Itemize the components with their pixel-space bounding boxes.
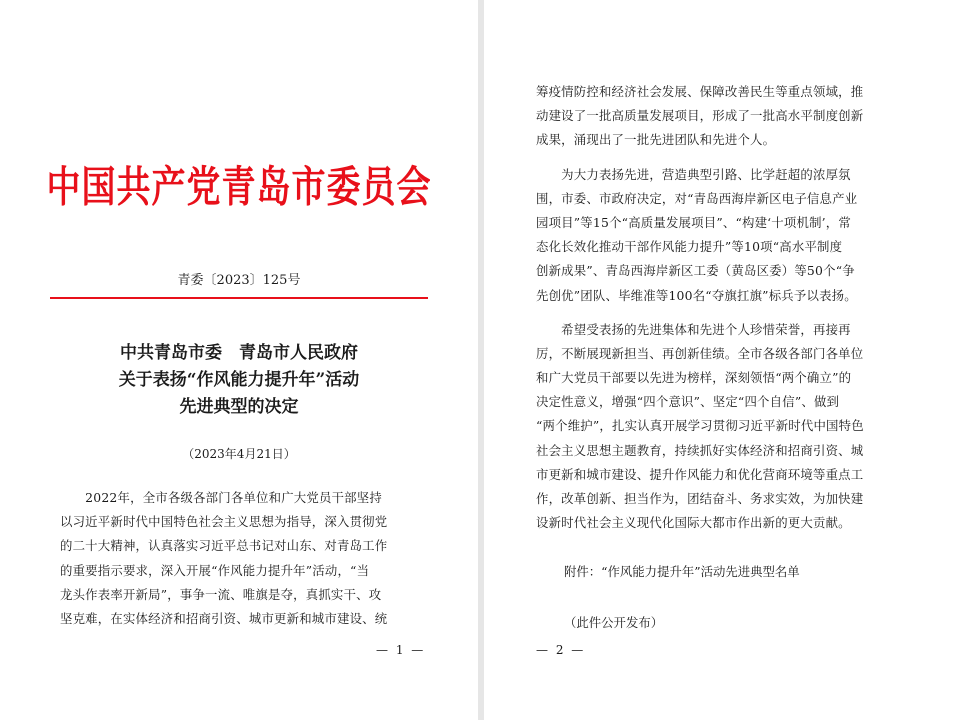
body-line: 态化长效化推动干部作风能力提升”等10项“高水平制度 (536, 239, 843, 255)
body-line: 成果，涌现出了一批先进团队和先进个人。 (536, 132, 776, 148)
body-line: 和广大党员干部要以先进为榜样，深刻领悟“两个确立”的 (536, 370, 852, 386)
body-line: 园项目”等15个“高质量发展项目”、“构建‘十项机制’，常 (536, 214, 851, 230)
body-line: 创新成果”、青岛西海岸新区工委（黄岛区委）等50个“争 (536, 263, 855, 279)
document-page-1 (0, 0, 478, 720)
attachment-line: 附件：“作风能力提升年”活动先进典型名单 (564, 564, 800, 579)
paragraph-gap (536, 153, 918, 163)
body-line: 社会主义思想主题教育，持续抓好实体经济和招商引资、城 (536, 442, 864, 458)
document-number: 青委〔2023〕125号 (177, 273, 301, 288)
body-line: 以习近平新时代中国特色社会主义思想为指导，深入贯彻党 (60, 514, 388, 530)
body-line: 市更新和城市建设、提升作风能力和优化营商环境等重点工 (536, 466, 864, 482)
body-line: 2022年，全市各级各部门各单位和广大党员干部坚持 (60, 490, 382, 505)
document-title (0, 340, 478, 421)
document-page-2 (484, 0, 960, 720)
body-line: 围，市委、市政府决定，对“青岛西海岸新区电子信息产业 (536, 190, 858, 206)
document-date: （2023年4月21日） (182, 447, 296, 461)
body-line: 为大力表扬先进，营造典型引路、比学赶超的浓厚氛 (536, 166, 851, 182)
title-line: 中共青岛市委 青岛市人民政府 (120, 343, 358, 363)
body-text-page-1 (60, 486, 424, 631)
body-line: 动建设了一批高质量发展项目，形成了一批高水平制度创新 (536, 108, 864, 124)
body-text-page-2 (536, 80, 918, 535)
body-line: 厉，不断展现新担当、再创新佳绩。全市各级各部门各单位 (536, 345, 864, 361)
body-line: 决定性意义，增强“四个意识”、坚定“四个自信”、做到 (536, 394, 840, 410)
body-line: “两个维护”，扎实认真开展学习贯彻习近平新时代中国特色 (536, 418, 864, 434)
body-line: 龙头作表率开新局”，事争一流、唯旗是夺，真抓实干、攻 (60, 586, 382, 602)
title-line: 关于表扬“作风能力提升年”活动 (118, 370, 360, 390)
body-line: 的二十大精神，认真落实习近平总书记对山东、对青岛工作 (60, 538, 388, 554)
publish-note: （此件公开发布） (564, 615, 664, 630)
body-line: 设新时代社会主义现代化国际大都市作出新的更大贡献。 (536, 515, 851, 531)
page-number: — 1 — (376, 643, 426, 657)
page-number: — 2 — (536, 643, 586, 657)
body-line: 的重要指示要求，深入开展“作风能力提升年”活动，“当 (60, 562, 370, 578)
paragraph-gap (536, 308, 918, 318)
body-line: 希望受表扬的先进集体和先进个人珍惜荣誉，再接再 (536, 321, 851, 337)
title-line: 先进典型的决定 (179, 397, 299, 417)
body-line: 作，改革创新、担当作为，团结奋斗、务求实效，为加快建 (536, 491, 864, 506)
body-line: 坚克难，在实体经济和招商引资、城市更新和城市建设、统 (60, 610, 388, 626)
body-line: 筹疫情防控和经济社会发展、保障改善民生等重点领域，推 (536, 84, 864, 99)
body-line: 先创优”团队、毕维准等100名“夺旗扛旗”标兵予以表扬。 (536, 287, 857, 303)
masthead-title: 中国共产党青岛市委员会 (46, 162, 432, 213)
red-divider-line (50, 297, 428, 299)
